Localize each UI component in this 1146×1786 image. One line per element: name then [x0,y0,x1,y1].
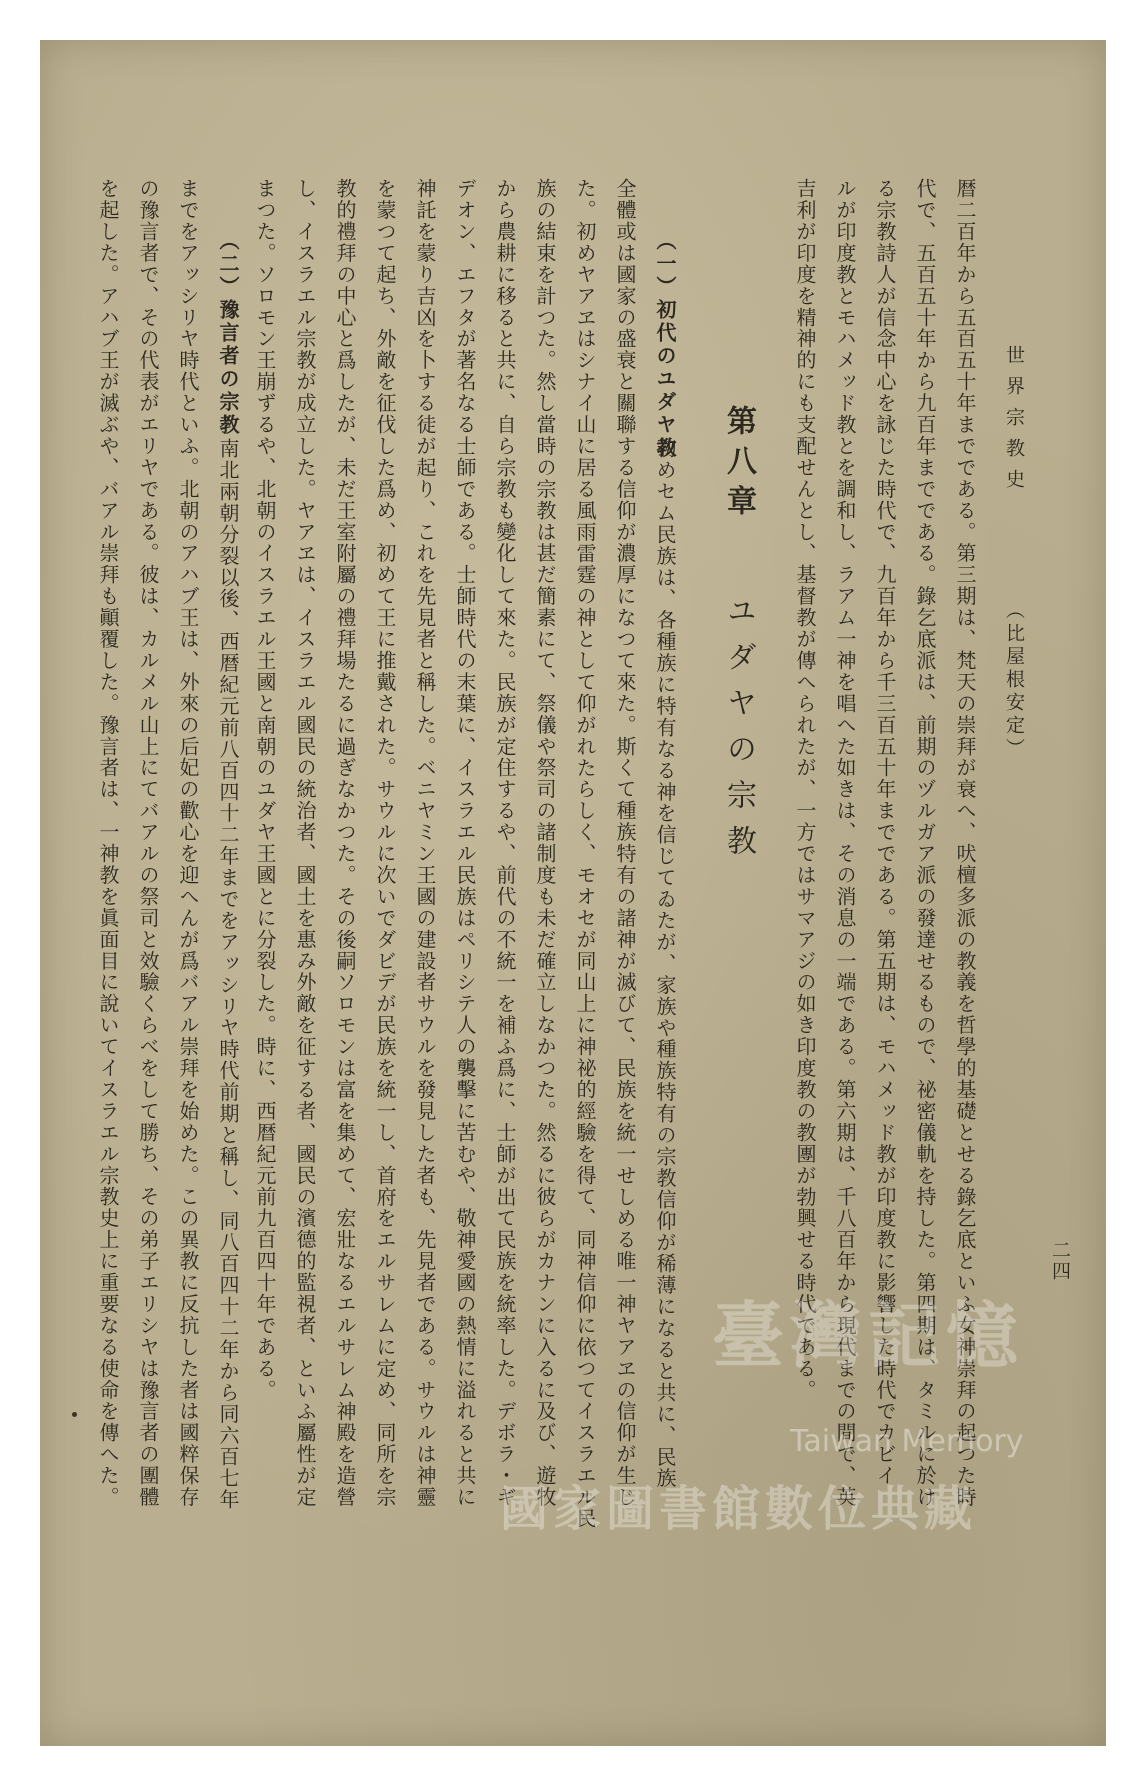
ink-speck [72,1412,77,1417]
paragraph-line: の豫言者で、その代表がエリヤである。彼は、カルメル山上にてバアルの祭司と效驗くらべをして勝ち、その弟子エリシヤは豫言者の團體 [136,178,160,1508]
intro-line: 吉利が印度を精神的にも支配せんとし、基督教が傳へられたが、一方ではサマアジの如き印度教の教團が勃興せる時代である。 [793,178,817,1401]
paragraph-line: まつた。ソロモン王崩ずるや、北朝のイスラエル王國と南朝のユダヤ王國とに分裂した。時に、西暦紀元前九百四十年である。 [253,178,277,1401]
paragraph-line: た。初めヤアヱはシナイ山に居る風雨雷霆の神として仰がれたらしく、モオセが同山上に神祕的經驗を得て、同神信仰に依つてイスラエル民 [573,178,597,1530]
paragraph-line: までをアッシリヤ時代といふ。北朝のアハブ王は、外來の后妃の歡心を迎へんが爲バアル崇拜を始めた。この異教に反抗した者は國粹保存 [176,178,200,1508]
paragraph-line: から農耕に移ると共に、自ら宗教も變化して來た。民族が定住するや、前代の不統一を補ふ爲に、士師が出て民族を統率した。デボラ・ギ [493,178,517,1508]
paragraph-line: を起した。アハブ王が滅ぶや、バアル崇拜も顚覆した。豫言者は、一神教を眞面目に說いてイスラエル宗教史上に重要なる使命を傳へた。 [96,178,120,1508]
intro-line: る宗教詩人が信念中心を詠じた時代で、九百年から千三百五十年までである。第五期は、モハメッド教が印度教に影響した時代でカビイ [873,178,897,1487]
chapter-title: ユダヤの宗教 [721,595,756,871]
paragraph-line: を蒙つて起ち、外敵を征伐した爲め、初めて王に推戴された。サウルに次いでダビデが民族を統一し、首府をエルサレムに定め、同所を宗 [373,178,397,1508]
running-title: 世界宗教史 [1003,345,1025,500]
paragraph-line: し、イスラエル宗教が成立した。ヤアヱは、イスラエル國民の統治者、國土を惠み外敵を征する者、國民の濱德的監視者、といふ屬性が定 [293,178,317,1508]
section-heading: （一）初代のユダヤ教 [653,230,677,460]
intro-line: ルが印度教とモハメッド教とを調和し、ラアム一神を唱へた如きは、その消息の一端である。第六期は、千八百年から現代までの間で、英 [833,178,857,1508]
section-heading: （二）豫言者の宗教 [216,230,240,437]
intro-line: 代で、五百五十年から九百年までである。錄乞底派は、前期のヅルガア派の發達せるもので、祕密儀軌を持した。第四期は、タミルに於け [913,178,937,1508]
intro-line: 暦二百年から五百五十年までである。第三期は、梵天の崇拜が衰へ、吠檀多派の教義を哲學的基礎とせる錄乞底といふ女神崇拜の起つた時 [953,178,977,1508]
paragraph-line: 全體或は國家の盛衰と關聯する信仰が濃厚になつて來た。斯くて種族特有の諸神が滅びて、民族を統一せしめる唯一神ヤアヱの信仰が生じ [613,178,637,1508]
author-credit: （比屋根安定） [1003,600,1025,761]
watermark-english: Taiwan Memory [790,1424,1024,1459]
watermark-title: 臺灣記憶 [712,1293,1025,1378]
paragraph-line: 教的禮拜の中心と爲したが、未だ王室附屬の禮拜場たるに過ぎなかつた。その後嗣ソロモンは富を集めて、宏壯なるエルサレム神殿を造營 [333,178,357,1508]
chapter-number: 第八章 [721,405,756,525]
paragraph-line: 初めセム民族は、各種族に特有なる神を信じてゐたが、家族や種族特有の宗教信仰が稀薄になると共に、民族 [653,438,677,1490]
page-number: 二四 [1049,1240,1071,1282]
paragraph-line: 神託を蒙り吉凶を卜する徒が起り、これを先見者と稱した。ベニヤミン王國の建設者サウルを發見した者も、先見者である。サウルは神靈 [413,178,437,1508]
paragraph-line: 族の結束を計つた。然し當時の宗教は甚だ簡素にて、祭儀や祭司の諸制度も未だ確立しなかつた。然るに彼らがカナンに入るに及び、遊牧 [533,178,557,1508]
paragraph-line: デオン、エフタが著名なる士師である。士師時代の末葉に、イスラエル民族はペリシテ人の襲擊に苦むや、敬神愛國の熱情に溢れると共に [453,178,477,1508]
paragraph-line: 南北兩朝分裂以後、西暦紀元前八百四十二年までをアッシリヤ時代前期と稱し、同八百四十二年から同六百七年 [216,438,240,1511]
watermark-library: 國家圖書館數位典藏 [500,1481,978,1537]
